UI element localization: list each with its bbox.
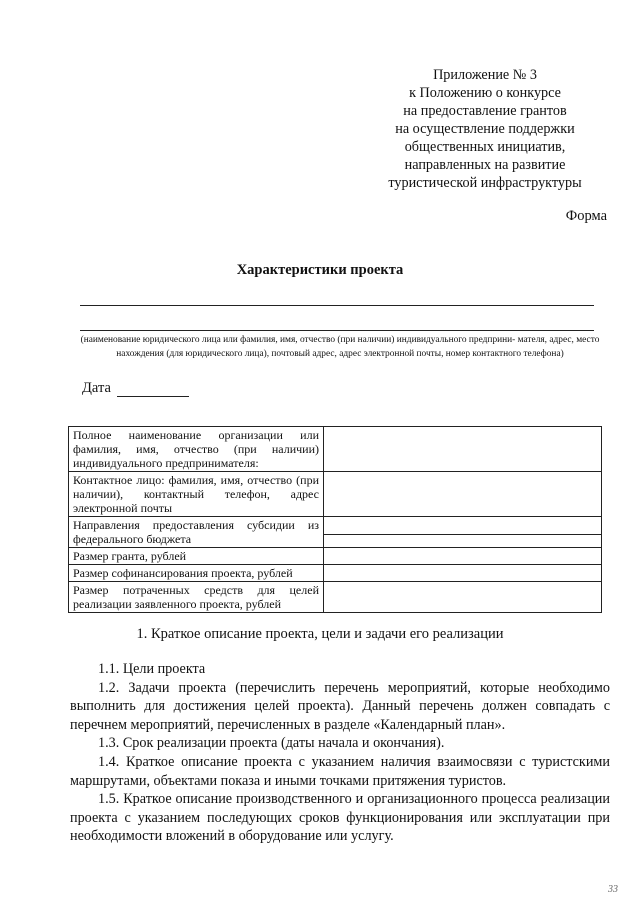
table-row [69, 582, 602, 613]
table-row [69, 548, 602, 565]
appendix-line: на осуществление поддержки [395, 121, 575, 137]
appendix-line: к Положению о конкурсе [409, 85, 561, 101]
row-value-top [324, 517, 601, 535]
row-value [324, 548, 602, 565]
section-item: 1.1. Цели проекта [98, 661, 206, 677]
section-heading: 1. Краткое описание проекта, цели и задачи его реализации [136, 626, 504, 642]
section-item: 1.3. Срок реализации проекта (даты начала и окончания). [98, 735, 445, 752]
table-row [69, 565, 602, 582]
row-label: Размер гранта, рублей [69, 548, 324, 565]
date-label: Дата [82, 380, 111, 396]
row-value [324, 472, 602, 517]
applicant-fill-line-1 [80, 305, 594, 306]
row-value [324, 582, 602, 613]
table-row [69, 427, 602, 472]
appendix-line: общественных инициатив, [404, 139, 566, 155]
row-label: Направления предоставления субсидии из федерального бюджета [69, 517, 324, 548]
form-label: Форма [565, 208, 607, 224]
row-value [324, 427, 602, 472]
row-label: Размер софинансирования проекта, рублей [69, 565, 324, 582]
appendix-line: направленных на развитие [404, 157, 566, 173]
section-item: 1.4. Краткое описание проекта с указанием наличия взаимосвязи с туристскими маршрутами, объектами показа и иными точками притяжения туристов. [70, 753, 610, 789]
applicant-caption: (наименование юридического лица или фамилия, имя, отчество (при наличии) индивидуального предприни- мателя, адрес, место нахождения (для юридического лица), почтовый адрес, адрес электронной почты, номер контактного телефона) [80, 335, 600, 359]
section-item: 1.5. Краткое описание производственного и организационного процесса реализации проекта с указанием последующих сроков функционирования или эксплуатации при необходимости вложений в оборудование или услугу. [70, 791, 610, 845]
row-value [324, 565, 602, 582]
appendix-line: Приложение № 3 [433, 67, 537, 83]
project-characteristics-table [68, 426, 602, 613]
appendix-header [300, 66, 640, 192]
appendix-line: туристической инфраструктуры [388, 175, 582, 191]
table-row [69, 472, 602, 517]
date-fill-line [117, 396, 189, 397]
row-label: Размер потраченных средств для целей реализации заявленного проекта, рублей [69, 582, 324, 613]
page-title: Характеристики проекта [236, 262, 404, 278]
row-label: Контактное лицо: фамилия, имя, отчество (при наличии), контактный телефон, адрес электронной почты [69, 472, 324, 517]
appendix-line: на предоставление грантов [403, 103, 567, 119]
section-body [70, 660, 610, 846]
table-row [69, 517, 602, 548]
applicant-fill-line-2 [80, 330, 594, 331]
row-value-split [324, 517, 602, 548]
section-item: 1.2. Задачи проекта (перечислить перечень мероприятий, которые необходимо выполнить для достижения целей проекта). Данный перечень должен совпадать с перечнем мероприятий, перечисленных в разделе «Календарный план». [70, 679, 610, 733]
page-number: 33 [608, 884, 618, 895]
row-label: Полное наименование организации или фамилия, имя, отчество (при наличии) индивидуального предпринимателя: [69, 427, 324, 472]
